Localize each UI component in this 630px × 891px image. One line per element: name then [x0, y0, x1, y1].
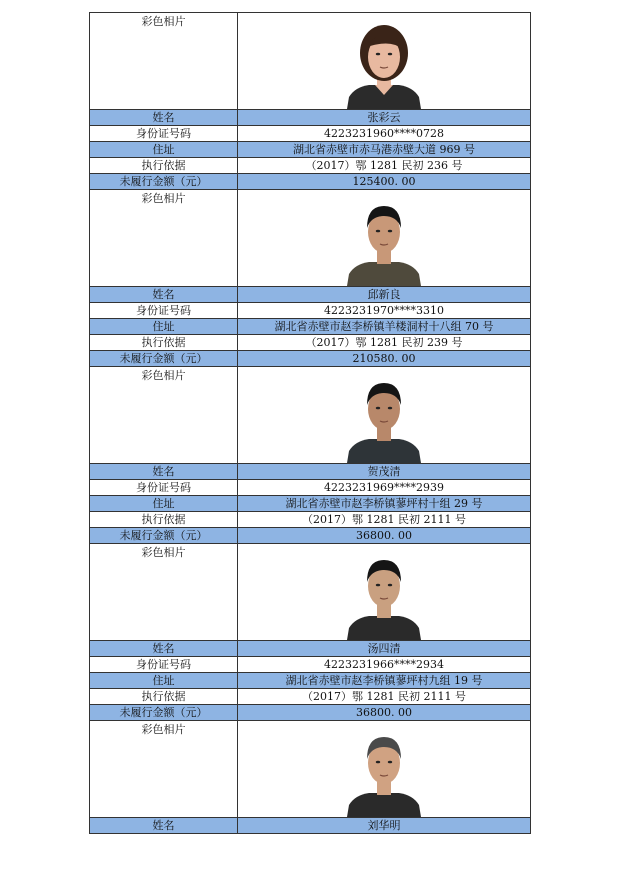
photo-row	[90, 544, 531, 641]
man-portrait-photo	[345, 727, 423, 817]
execution-basis-label: 执行依据	[90, 512, 238, 528]
unpaid-amount-label: 未履行金额（元）	[90, 174, 238, 190]
address-label: 住址	[90, 496, 238, 512]
name-value: 刘华明	[238, 818, 531, 834]
photo-cell	[238, 13, 531, 110]
execution-basis-label: 执行依据	[90, 158, 238, 174]
execution-basis-label: 执行依据	[90, 689, 238, 705]
execution-basis-value: （2017）鄂 1281 民初 2111 号	[238, 512, 531, 528]
photo-row	[90, 13, 531, 110]
address-value: 湖北省赤壁市赵李桥镇蓼坪村十组 29 号	[238, 496, 531, 512]
address-row	[90, 319, 531, 335]
name-label: 姓名	[90, 641, 238, 657]
name-label: 姓名	[90, 287, 238, 303]
id-number-value: 4223231966****2934	[238, 657, 531, 673]
unpaid-amount-row	[90, 351, 531, 367]
photo-cell	[238, 721, 531, 818]
name-row	[90, 641, 531, 657]
id-number-row	[90, 657, 531, 673]
unpaid-amount-row	[90, 705, 531, 721]
photo-row	[90, 721, 531, 818]
man-portrait-photo	[345, 196, 423, 286]
photo-label: 彩色相片	[90, 13, 238, 110]
name-label: 姓名	[90, 110, 238, 126]
man-portrait-photo	[345, 373, 423, 463]
woman-portrait-photo	[345, 19, 423, 109]
id-number-label: 身份证号码	[90, 303, 238, 319]
name-row	[90, 287, 531, 303]
address-row	[90, 142, 531, 158]
unpaid-amount-value: 125400. 00	[238, 174, 531, 190]
name-row	[90, 818, 531, 834]
name-label: 姓名	[90, 818, 238, 834]
address-value: 湖北省赤壁市赤马港赤壁大道 969 号	[238, 142, 531, 158]
id-number-label: 身份证号码	[90, 126, 238, 142]
execution-basis-row	[90, 158, 531, 174]
unpaid-amount-value: 36800. 00	[238, 528, 531, 544]
name-value: 贺茂清	[238, 464, 531, 480]
execution-basis-row	[90, 689, 531, 705]
address-label: 住址	[90, 319, 238, 335]
photo-label: 彩色相片	[90, 544, 238, 641]
id-number-row	[90, 303, 531, 319]
id-number-label: 身份证号码	[90, 480, 238, 496]
unpaid-amount-value: 210580. 00	[238, 351, 531, 367]
address-value: 湖北省赤壁市赵李桥镇蓼坪村九组 19 号	[238, 673, 531, 689]
unpaid-amount-value: 36800. 00	[238, 705, 531, 721]
unpaid-amount-label: 未履行金额（元）	[90, 528, 238, 544]
execution-basis-row	[90, 335, 531, 351]
photo-cell	[238, 190, 531, 287]
address-value: 湖北省赤壁市赵李桥镇羊楼洞村十八组 70 号	[238, 319, 531, 335]
address-row	[90, 673, 531, 689]
photo-label: 彩色相片	[90, 721, 238, 818]
name-row	[90, 110, 531, 126]
name-label: 姓名	[90, 464, 238, 480]
photo-label: 彩色相片	[90, 367, 238, 464]
unpaid-amount-label: 未履行金额（元）	[90, 351, 238, 367]
id-number-row	[90, 126, 531, 142]
debtor-table	[89, 12, 531, 834]
id-number-value: 4223231970****3310	[238, 303, 531, 319]
id-number-value: 4223231969****2939	[238, 480, 531, 496]
execution-basis-row	[90, 512, 531, 528]
execution-basis-value: （2017）鄂 1281 民初 236 号	[238, 158, 531, 174]
name-value: 张彩云	[238, 110, 531, 126]
name-row	[90, 464, 531, 480]
execution-basis-label: 执行依据	[90, 335, 238, 351]
address-label: 住址	[90, 142, 238, 158]
name-value: 邱新良	[238, 287, 531, 303]
unpaid-amount-row	[90, 174, 531, 190]
address-label: 住址	[90, 673, 238, 689]
address-row	[90, 496, 531, 512]
id-number-value: 4223231960****0728	[238, 126, 531, 142]
id-number-label: 身份证号码	[90, 657, 238, 673]
photo-cell	[238, 367, 531, 464]
execution-basis-value: （2017）鄂 1281 民初 239 号	[238, 335, 531, 351]
photo-label: 彩色相片	[90, 190, 238, 287]
name-value: 汤四清	[238, 641, 531, 657]
photo-cell	[238, 544, 531, 641]
photo-row	[90, 367, 531, 464]
photo-row	[90, 190, 531, 287]
id-number-row	[90, 480, 531, 496]
execution-basis-value: （2017）鄂 1281 民初 2111 号	[238, 689, 531, 705]
unpaid-amount-row	[90, 528, 531, 544]
unpaid-amount-label: 未履行金额（元）	[90, 705, 238, 721]
man-portrait-photo	[345, 550, 423, 640]
